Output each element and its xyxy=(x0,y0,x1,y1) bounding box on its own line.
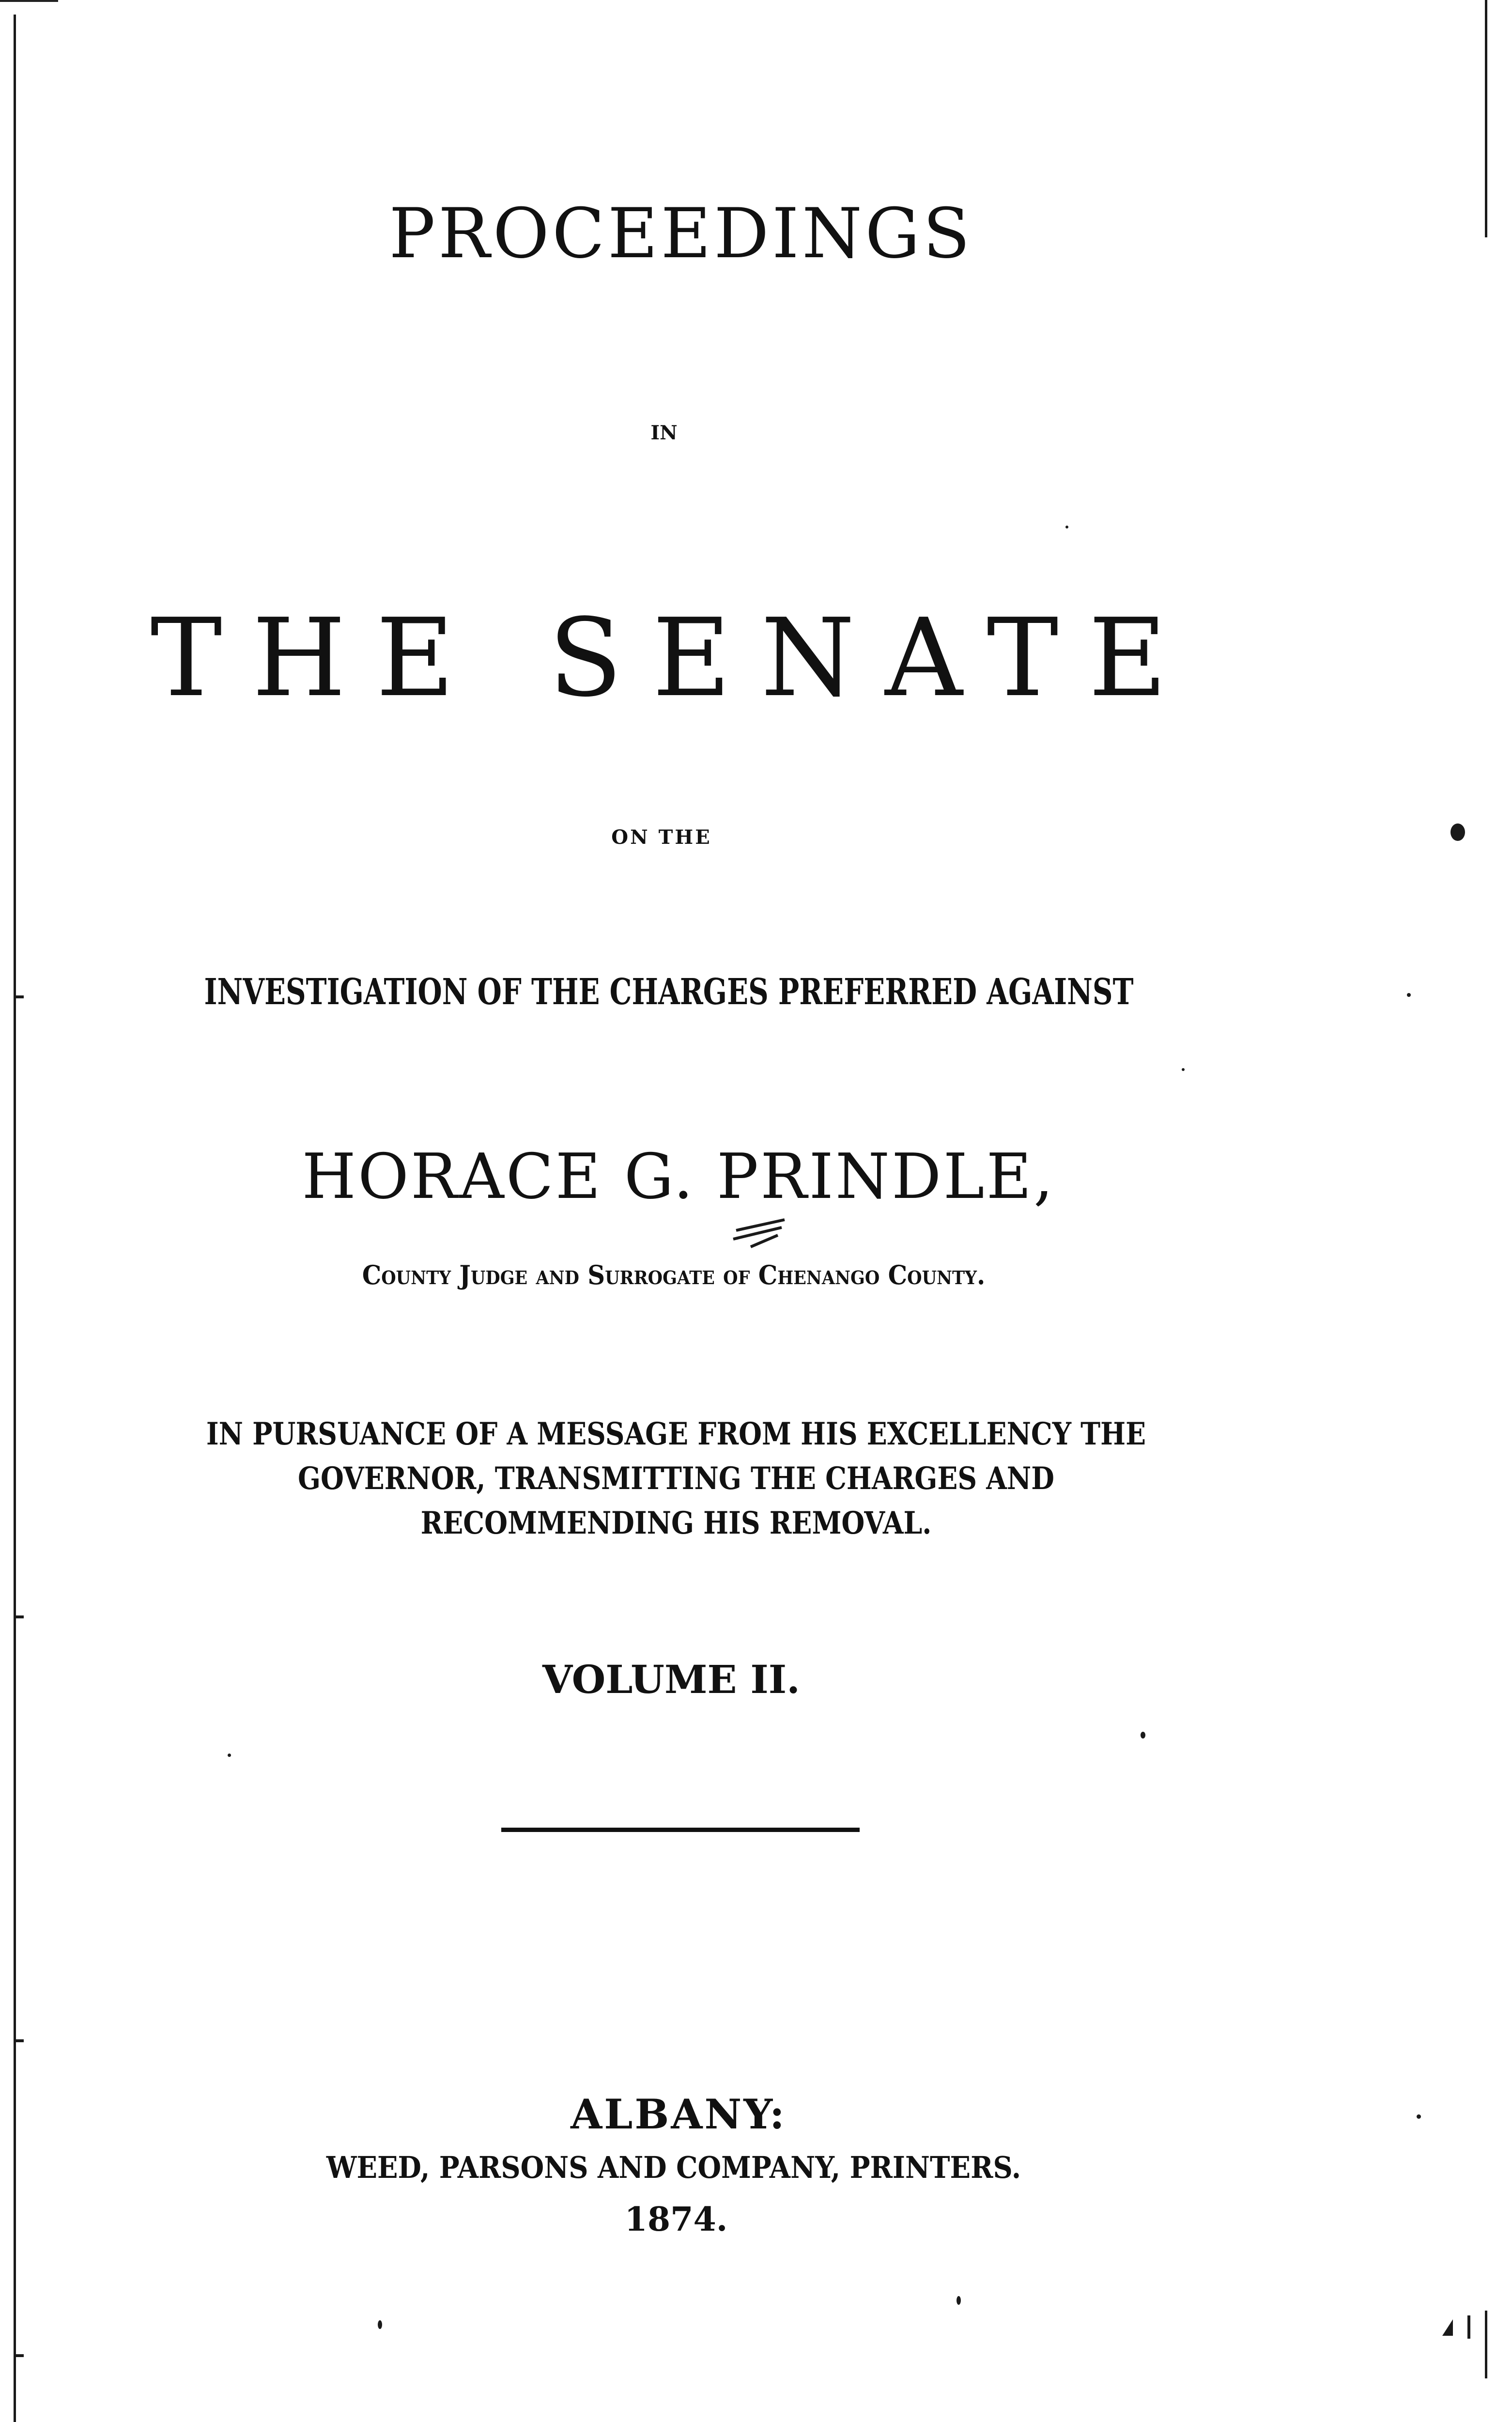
imprint-printer: WEED, PARSONS AND COMPANY, PRINTERS. xyxy=(326,2150,1021,2185)
scan-tick-mark xyxy=(16,1615,24,1618)
scan-speck xyxy=(378,2320,382,2329)
scan-speck xyxy=(957,2296,961,2305)
title-in: IN xyxy=(650,421,678,444)
scan-speck xyxy=(1407,993,1411,997)
scan-mark xyxy=(1467,2315,1470,2339)
pursuance-line: RECOMMENDING HIS REMOVAL. xyxy=(420,1505,932,1541)
scan-speck xyxy=(1182,1068,1185,1071)
scan-tick-mark xyxy=(16,2039,24,2042)
scan-border-right-top xyxy=(1485,0,1487,237)
volume-label: VOLUME II. xyxy=(542,1657,801,1702)
divider-rule xyxy=(501,1828,860,1832)
scan-mark xyxy=(1442,2319,1453,2336)
scan-tick-mark xyxy=(16,2354,24,2357)
scan-speck xyxy=(1141,1732,1145,1739)
title-investigation: INVESTIGATION OF THE CHARGES PREFERRED AGAINST xyxy=(204,971,1134,1013)
pursuance-line: GOVERNOR, TRANSMITTING THE CHARGES AND xyxy=(298,1460,1054,1497)
title-office: County Judge and Surrogate of Chenango County. xyxy=(362,1259,986,1290)
scan-tick-mark xyxy=(16,995,24,998)
pursuance-line: IN PURSUANCE OF A MESSAGE FROM HIS EXCELLENCY THE xyxy=(206,1416,1146,1452)
scan-border-right-bottom xyxy=(1485,2311,1487,2378)
scan-speck xyxy=(1450,823,1465,841)
title-on-the: ON THE xyxy=(611,826,712,849)
title-the-senate: THE SENATE xyxy=(150,596,1197,721)
imprint-year: 1874. xyxy=(624,2200,728,2239)
pursuance-statement xyxy=(26,1412,1327,1546)
scan-speck xyxy=(228,1754,231,1757)
scan-border-top xyxy=(0,0,58,2)
scan-speck xyxy=(1065,526,1068,528)
scan-border-left xyxy=(14,15,16,2422)
ink-mark xyxy=(731,1216,789,1250)
imprint-place: ALBANY: xyxy=(571,2090,787,2138)
title-proceedings: PROCEEDINGS xyxy=(389,194,973,274)
title-name: HORACE G. PRINDLE, xyxy=(302,1141,1055,1213)
